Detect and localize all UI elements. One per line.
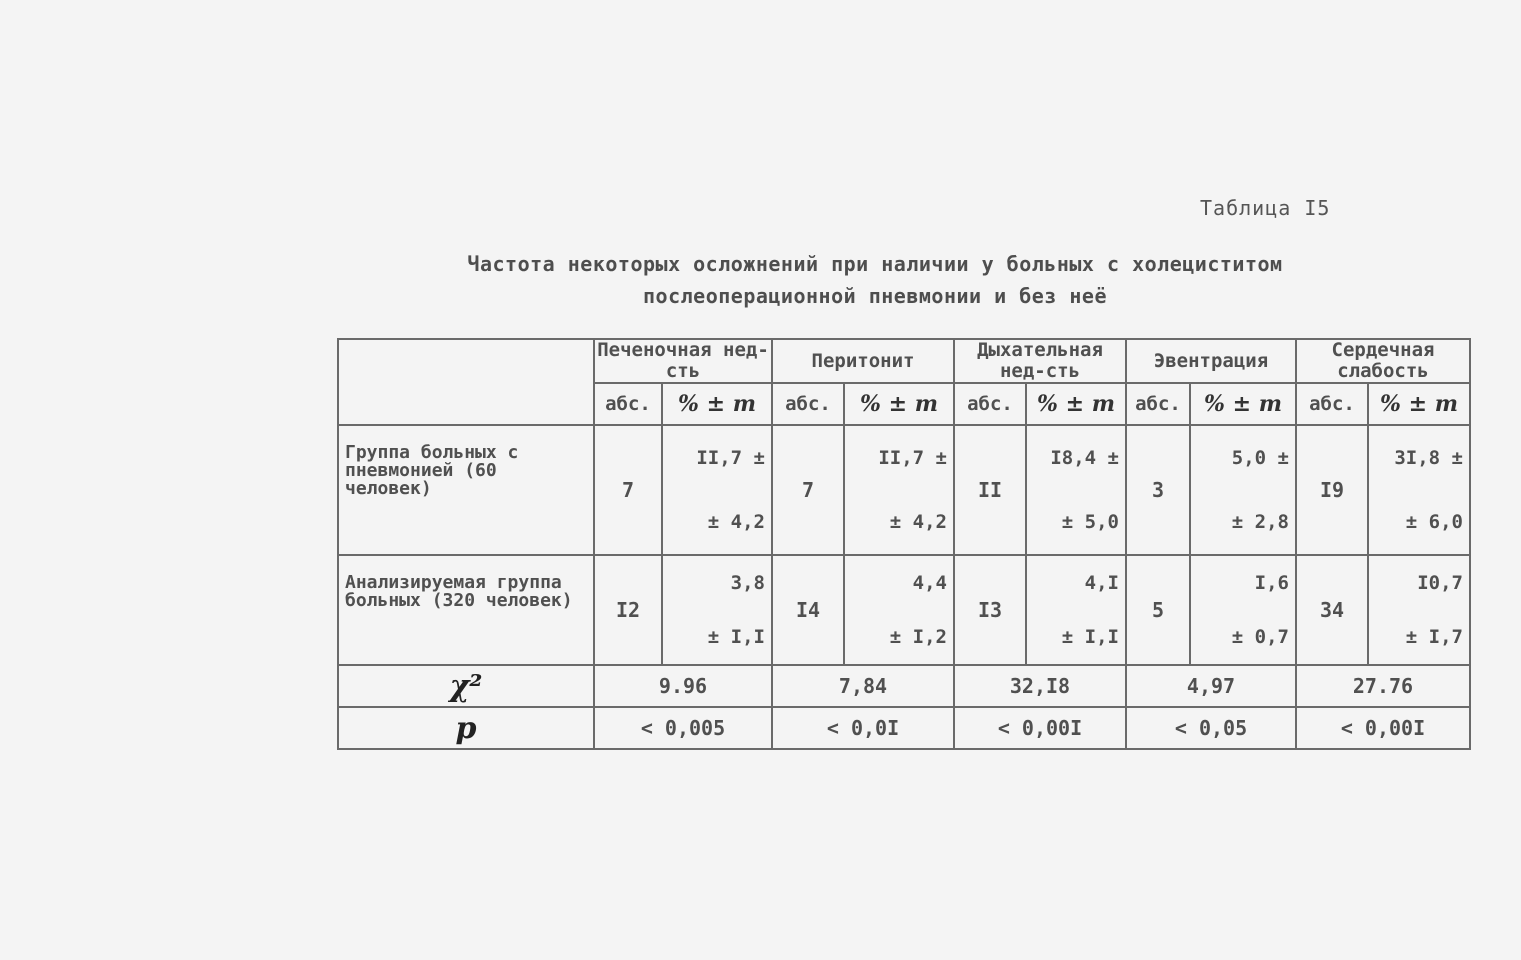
pct-cell — [1026, 425, 1126, 555]
table-row-analyzed — [338, 555, 1470, 665]
pct-header-label: % ± m — [860, 391, 938, 417]
p-value: < 0,05 — [1126, 707, 1296, 749]
pct-value: 4,I — [1084, 572, 1119, 594]
header-row — [338, 339, 1470, 383]
pct-error: ± 2,8 — [1231, 511, 1289, 533]
pct-error: ± I,I — [1061, 626, 1119, 648]
pct-header-label: % ± m — [1037, 391, 1115, 417]
pct-value: 5,0 ± — [1231, 447, 1289, 469]
pct-header — [844, 383, 954, 425]
group-header: Дыхательная нед-сть — [954, 339, 1126, 383]
chi-square-value: 27.76 — [1296, 665, 1470, 707]
pct-cell — [1368, 425, 1470, 555]
pct-header — [1026, 383, 1126, 425]
pct-cell — [662, 555, 772, 665]
pct-cell — [1190, 555, 1296, 665]
abs-cell: I4 — [772, 555, 844, 665]
pct-value: I8,4 ± — [1050, 447, 1119, 469]
pct-header-label: % ± m — [1380, 391, 1458, 417]
p-value: < 0,005 — [594, 707, 772, 749]
p-value: < 0,00I — [954, 707, 1126, 749]
abs-cell: I3 — [954, 555, 1026, 665]
abs-cell: II — [954, 425, 1026, 555]
chi-square-label: χ² — [338, 665, 594, 707]
caption-line-1: Частота некоторых осложнений при наличии у больных с холециститом — [467, 252, 1283, 276]
chi-square-value: 4,97 — [1126, 665, 1296, 707]
row-label: Группа больных с пневмонией (60 человек) — [338, 425, 594, 555]
pct-cell — [1026, 555, 1126, 665]
p-value-row — [338, 707, 1470, 749]
pct-value: II,7 ± — [878, 447, 947, 469]
pct-error: ± I,I — [707, 626, 765, 648]
pct-header-label: % ± m — [678, 391, 756, 417]
p-value: < 0,0I — [772, 707, 954, 749]
table-number: Таблица I5 — [1200, 196, 1331, 220]
abs-cell: 5 — [1126, 555, 1190, 665]
pct-header — [1368, 383, 1470, 425]
table-caption — [330, 248, 1420, 312]
abs-cell: 7 — [594, 425, 662, 555]
pct-value: II,7 ± — [696, 447, 765, 469]
pct-cell — [1190, 425, 1296, 555]
complications-table — [337, 338, 1471, 750]
group-header: Перитонит — [772, 339, 954, 383]
p-value: < 0,00I — [1296, 707, 1470, 749]
abs-header: абс. — [1296, 383, 1368, 425]
pct-header — [662, 383, 772, 425]
group-header: Эвентрация — [1126, 339, 1296, 383]
p-value-label: p — [338, 707, 594, 749]
table-row-pneumonia — [338, 425, 1470, 555]
abs-header: абс. — [1126, 383, 1190, 425]
corner-cell — [338, 339, 594, 425]
pct-header-label: % ± m — [1204, 391, 1282, 417]
pct-error: ± I,2 — [889, 626, 947, 648]
abs-header: абс. — [772, 383, 844, 425]
chi-square-row — [338, 665, 1470, 707]
pct-error: ± 4,2 — [889, 511, 947, 533]
abs-cell: I9 — [1296, 425, 1368, 555]
pct-cell — [662, 425, 772, 555]
pct-error: ± I,7 — [1405, 626, 1463, 648]
pct-error: ± 0,7 — [1231, 626, 1289, 648]
abs-cell: 34 — [1296, 555, 1368, 665]
row-label: Анализируемая группа больных (320 человек) — [338, 555, 594, 665]
abs-cell: 7 — [772, 425, 844, 555]
pct-error: ± 5,0 — [1061, 511, 1119, 533]
pct-value: 3,8 — [730, 572, 765, 594]
group-header: Печеночная нед-сть — [594, 339, 772, 383]
caption-line-2: послеоперационной пневмонии и без неё — [642, 284, 1108, 308]
pct-cell — [844, 425, 954, 555]
chi-square-value: 7,84 — [772, 665, 954, 707]
abs-header: абс. — [594, 383, 662, 425]
abs-header: абс. — [954, 383, 1026, 425]
pct-error: ± 4,2 — [707, 511, 765, 533]
pct-error: ± 6,0 — [1405, 511, 1463, 533]
pct-cell — [1368, 555, 1470, 665]
chi-square-value: 32,I8 — [954, 665, 1126, 707]
abs-cell: I2 — [594, 555, 662, 665]
group-header: Сердечная слабость — [1296, 339, 1470, 383]
pct-value: I0,7 — [1417, 572, 1463, 594]
pct-value: 3I,8 ± — [1394, 447, 1463, 469]
pct-header — [1190, 383, 1296, 425]
pct-cell — [844, 555, 954, 665]
abs-cell: 3 — [1126, 425, 1190, 555]
chi-square-value: 9.96 — [594, 665, 772, 707]
pct-value: 4,4 — [912, 572, 947, 594]
pct-value: I,6 — [1254, 572, 1289, 594]
